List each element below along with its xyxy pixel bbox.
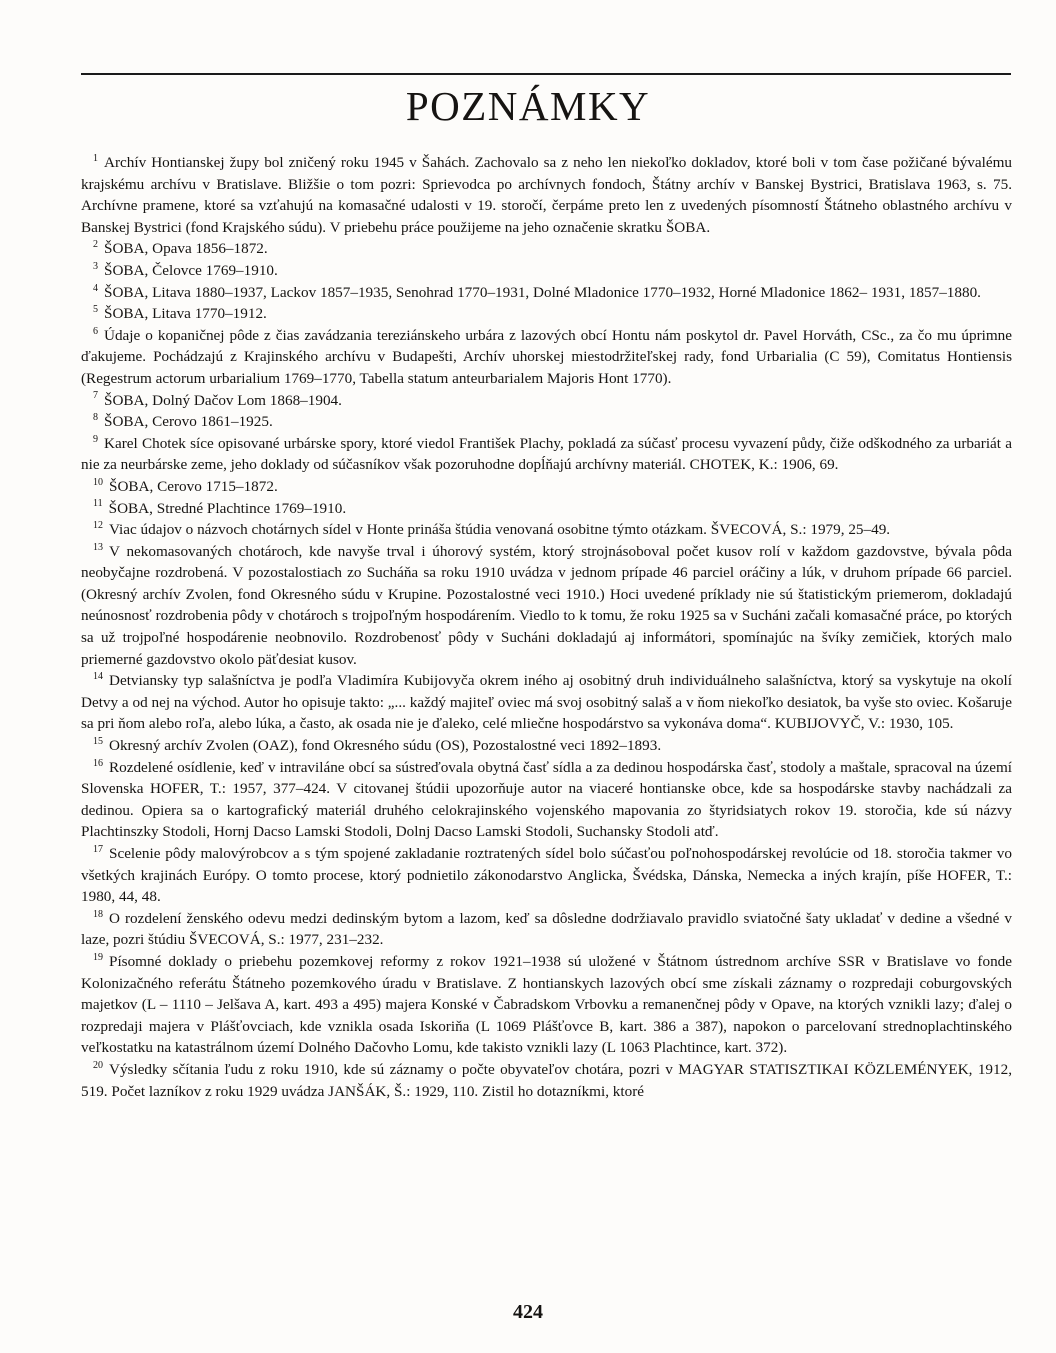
footnote (81, 238, 1012, 260)
footnote-number: 20 (93, 1059, 103, 1071)
footnote-text: V nekomasovaných chotároch, kde navyše trval i úhorový systém, ktorý strojnásoboval počet kusov rolí v každom gazdovstve, bývala pôda neobyčajne rozdrobená. V pozostalostiach zo Sucháňa sa roku 1910 uvádza v jednom prípade 46 parciel oráčiny a lúk, v druhom prípade 66 parciel. (Okresný archív Zvolen, fond Okresného súdu v Krupine. Pozostalostné veci 1910.) Hoci uvedené príklady nie sú štatistickým priemerom, dokladajú neúnosnosť rozdrobenia pôdy v chotároch s trojpoľným hospodárením. Viedlo to k tomu, že roku 1925 sa v Sucháni začali komasačné práce, po ktorých sa už trojpoľné hospodárenie neobnovilo. Rozdrobenosť pôdy v Sucháni dokladajú aj informátori, spomínajúc na švíky zemičiek, ktorých malo priemerné gazdovstvo okolo päťdesiat kusov. (81, 542, 1012, 668)
footnote (81, 282, 1012, 304)
footnote-number: 5 (93, 304, 98, 316)
footnote (81, 152, 1012, 238)
page-number: 424 (513, 1301, 543, 1323)
footnote (81, 519, 1012, 541)
footnote-number: 18 (93, 908, 103, 920)
footnote (81, 1059, 1012, 1102)
header-rule (81, 73, 1011, 75)
footnote (81, 735, 1012, 757)
footnote-number: 17 (93, 843, 103, 855)
footnote (81, 325, 1012, 390)
footnote-number: 14 (93, 671, 103, 683)
footnote-number: 2 (93, 239, 98, 251)
footnote-number: 3 (93, 260, 98, 272)
footnote-number: 9 (93, 433, 98, 445)
footnote (81, 908, 1012, 951)
footnote-number: 6 (93, 325, 98, 337)
footnote-text: Karel Chotek síce opisované urbárske spory, ktoré viedol František Plachy, pokladá za súčasť procesu vyvazení půdy, čiže odškodného za urbariát a nie za neurbárske zeme, jeho doklady od súčasníkov však pozoruhodne dopĺňajú archívny materiál. CHOTEK, K.: 1906, 69. (81, 434, 1012, 474)
footnote-text: Detviansky typ salašníctva je podľa Vladimíra Kubijovyča okrem iného aj osobitný druh individuálneho salašníctva, ktorý sa vyskytuje na okolí Detvy a od nej na východ. Autor ho opisuje takto: „... každý majiteľ oviec má svoj osobitný salaš a v ňom niekoľko desiatok, ba vyše sto oviec. Košaruje sa pri ňom alebo roľa, alebo lúka, a často, ak osada nie je ďaleko, celé mliečne hospodárstvo sa vykonáva doma“. KUBIJOVYČ, V.: 1930, 105. (81, 672, 1012, 733)
footnote-text: ŠOBA, Dolný Dačov Lom 1868–1904. (104, 391, 342, 409)
footnote (81, 303, 1012, 325)
footnote-list (81, 152, 1012, 1102)
footnote-number: 8 (93, 412, 98, 424)
footnote-text: O rozdelení ženského odevu medzi dedinským bytom a lazom, keď sa dôsledne dodržiavalo pravidlo sviatočné šaty ukladať v dedine a všedné v laze, pozri štúdiu ŠVECOVÁ, S.: 1977, 231–232. (81, 909, 1012, 949)
footnote-text: ŠOBA, Opava 1856–1872. (104, 240, 268, 258)
footnote (81, 476, 1012, 498)
footnote-text: Archív Hontianskej župy bol zničený roku 1945 v Šahách. Zachovalo sa z neho len niekoľko dokladov, ktoré boli v tom čase požičané bývalému krajskému archívu v Bratislave. Bližšie o tom pozri: Sprievodca po archívnych fondoch, Štátny archív v Banskej Bystrici, Bratislava 1963, s. 75. Archívne pramene, ktoré sa vzťahujú na komasačné udalosti v 19. storočí, čerpáme preto len z uvedených písomností Štátneho oblastného archívu v Banskej Bystrici (fond Krajského súdu). V priebehu práce použijeme na jeho označenie skratku ŠOBA. (81, 154, 1012, 236)
footnote-number: 15 (93, 735, 103, 747)
footnote-number: 7 (93, 390, 98, 402)
footnote-text: Písomné doklady o priebehu pozemkovej reformy z rokov 1921–1938 sú uložené v Štátnom ústrednom archíve SSR v Bratislave vo fonde Kolonizačného referátu Štátneho pozemkového úradu v Bratislave. Z hontianskych lazových obcí sme získali záznamy o rozpredaji coburgovských majetkov (L – 1110 – Jelšava A, kart. 493 a 495) majera Konské v Čabradskom Vrbovku a remanenčnej pôdy v Opave, na ktorých vznikli lazy; ďalej o rozpredaji majera v Plášťovciach, kde vznikla osada Iskoriňa (L 1069 Plášťovce B, kart. 386 a 387), napokon o parcelovaní strednoplachtinského veľkostatku na katastrálnom území Dolného Dačovho Lomu, kde takisto vznikli lazy (L 1063 Plachtince, kart. 372). (81, 952, 1012, 1057)
footnote (81, 670, 1012, 735)
footnote-number: 10 (93, 476, 103, 488)
footnote-number: 19 (93, 951, 103, 963)
footnote-text: ŠOBA, Cerovo 1715–1872. (109, 477, 278, 495)
footnote (81, 541, 1012, 671)
footnote-number: 12 (93, 520, 103, 532)
footnote (81, 433, 1012, 476)
footnote-text: ŠOBA, Litava 1880–1937, Lackov 1857–1935, Senohrad 1770–1931, Dolné Mladonice 1770–1932, Horné Mladonice 1862– 1931, 1857–1880. (104, 283, 981, 301)
footnote-number: 16 (93, 757, 103, 769)
footnote (81, 757, 1012, 843)
footnote-number: 13 (93, 541, 103, 553)
footnote-text: Okresný archív Zvolen (OAZ), fond Okresného súdu (OS), Pozostalostné veci 1892–1893. (109, 737, 662, 755)
footnote-text: ŠOBA, Cerovo 1861–1925. (104, 413, 273, 431)
footnote-text: ŠOBA, Stredné Plachtince 1769–1910. (108, 499, 347, 517)
footnote-number: 4 (93, 282, 98, 294)
footnote-text: Údaje o kopaničnej pôde z čias zavádzania tereziánskeho urbára z lazových obcí Hontu nám poskytol dr. Pavel Horváth, CSc., za čo mu úprimne ďakujeme. Pochádzajú z Krajinského archívu v Budapešti, Archív uhorskej miestodržiteľskej rady, fond Urbarialia (C 59), Comitatus Hontiensis (Regestrum actorum urbarialium 1769–1770, Tabella statum anteurbarialem Majoris Hont 1770). (81, 326, 1012, 387)
footnote (81, 951, 1012, 1059)
footnote (81, 260, 1012, 282)
footnote-text: ŠOBA, Čelovce 1769–1910. (104, 261, 278, 279)
footnote-text: Viac údajov o názvoch chotárnych sídel v Honte prináša štúdia venovaná osobitne týmto otázkam. ŠVECOVÁ, S.: 1979, 25–49. (109, 521, 891, 539)
footnote-text: Scelenie pôdy malovýrobcov a s tým spojené zakladanie roztratených sídel bolo súčasťou poľnohospodárskej revolúcie od 18. storočia takmer vo všetkých krajinách Európy. O tomto procese, ktorý podnietilo zákonodarstvo Anglicka, Švédska, Dánska, Nemecka a iných krajín, píše HOFER, T.: 1980, 44, 48. (81, 845, 1012, 906)
footnote (81, 843, 1012, 908)
footnote (81, 411, 1012, 433)
footnote (81, 390, 1012, 412)
footnote-number: 11 (93, 498, 103, 510)
footnote-number: 1 (93, 152, 98, 164)
footnote-text: Rozdelené osídlenie, keď v intraviláne obcí sa sústreďovala obytná časť sídla a za dedinou hospodárska časť, stodoly a maštale, spracoval na území Slovenska HOFER, T.: 1957, 377–424. V citovanej štúdii upozorňuje autor na viaceré hontianske obce, kde sa hospodárske stavby nachádzali za dedinou. Opiera sa o kartografický materiál druhého celokrajinského vojenského mapovania zo štyridsiatych rokov 19. storočia, kde sú názvy Plachtinszky Stodoli, Hornj Dacso Lamski Stodoli, Dolnj Dacso Lamski Stodoli, Suchansky Stodoli atď. (81, 758, 1012, 841)
page-title: POZNÁMKY (405, 83, 651, 129)
footnote (81, 498, 1012, 520)
footnote-text: ŠOBA, Litava 1770–1912. (104, 305, 267, 323)
footnote-text: Výsledky sčítania ľudu z roku 1910, kde sú záznamy o počte obyvateľov chotára, pozri v MAGYAR STATISZTIKAI KÖZLEMÉNYEK, 1912, 519. Počet lazníkov z roku 1929 uvádza JANŠÁK, Š.: 1929, 110. Zistil ho dotazníkmi, ktoré (81, 1060, 1012, 1100)
